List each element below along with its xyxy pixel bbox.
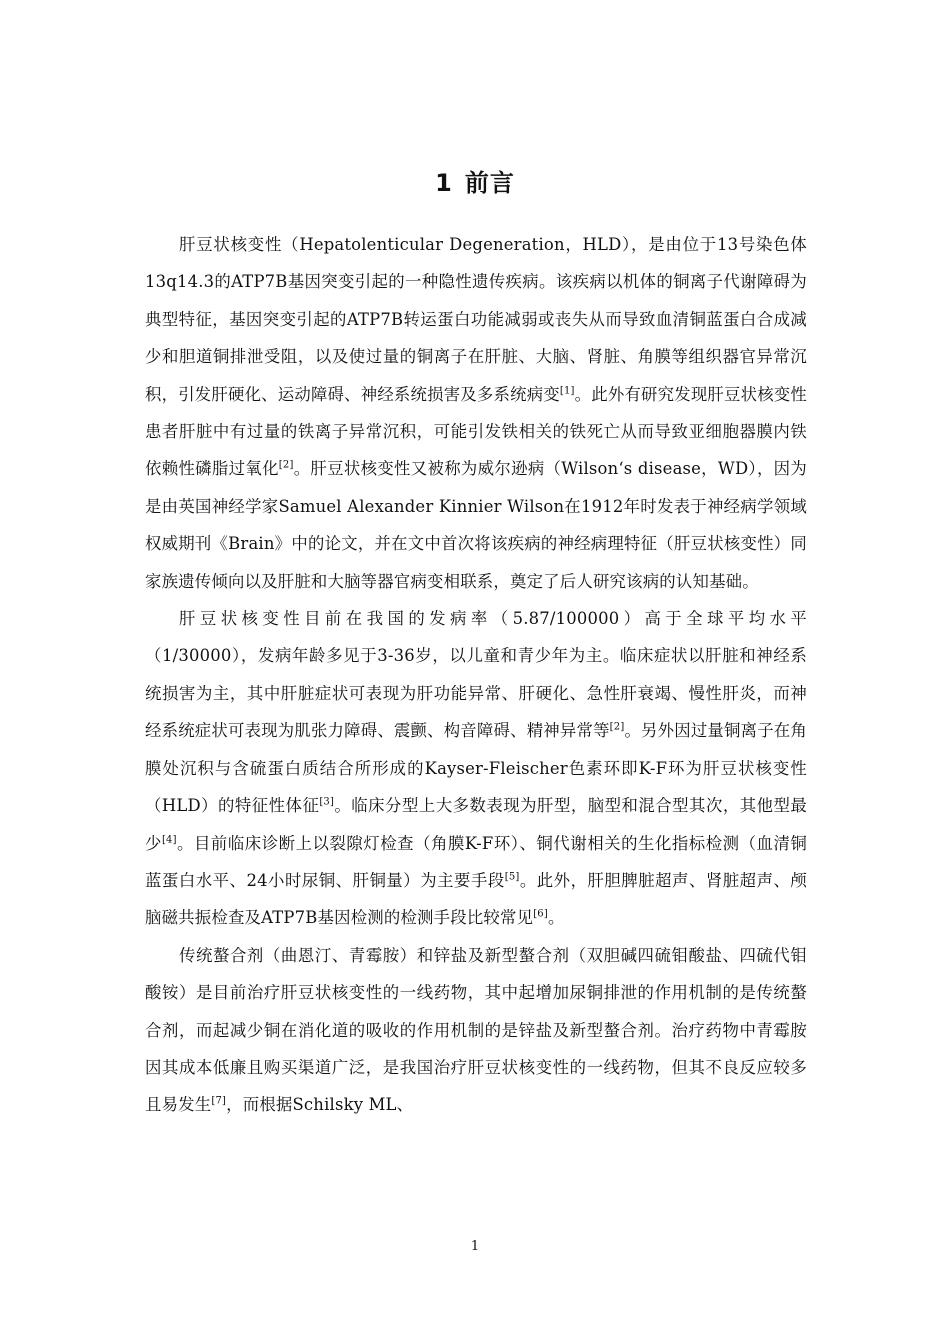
- citation-marker: [5]: [504, 871, 520, 883]
- section-title: 前言: [464, 169, 515, 198]
- paragraph-text: 肝豆状核变性目前在我国的发病率（5.87/100000）高于全球平均水平（1/30000），发病年龄多见于3-36岁，以儿童和青少年为主。临床症状以肝脏和神经系统损害为主，其中肝脏症状可表现为肝功能异常、肝硬化、急性肝衰竭、慢性肝炎，而神经系统症状可表现为肌张力障碍、震颤、构音障碍、精神异常等: [145, 609, 807, 741]
- paragraph: [145, 600, 807, 937]
- section-heading: [0, 166, 950, 200]
- paragraph-text: 。临床分型上大多数表现为肝型，脑型和混合型其次，其他型最少: [145, 796, 807, 853]
- citation-marker: [2]: [278, 459, 294, 471]
- paragraph-text: 。肝豆状核变性又被称为威尔逊病（Wilson‘s disease，WD），因为是由英国神经学家Samuel Alexander Kinnier Wilson在1912年时发表于神经病学领域权威期刊《Brain》中的论文，并在文中首次将该疾病的神经病理特征（肝豆状核变性）同家族遗传倾向以及肝脏和大脑等器官病变相联系，奠定了后人研究该病的认知基础。: [145, 459, 807, 591]
- paragraph-text: 。此外，肝胆脾脏超声、肾脏超声、颅脑磁共振检查及ATP7B基因检测的检测手段比较常见: [145, 870, 807, 928]
- paragraph-text: 。此外有研究发现肝豆状核变性患者肝脏中有过量的铁离子异常沉积，可能引发铁相关的铁死亡从而导致亚细胞器膜内铁依赖性磷脂过氧化: [145, 384, 807, 479]
- citation-marker: [1]: [559, 385, 575, 397]
- paragraph-text: 肝豆状核变性（Hepatolenticular Degeneration，HLD），是由位于13号染色体13q14.3的ATP7B基因突变引起的一种隐性遗传疾病。该疾病以机体的铜离子代谢障碍为典型特征，基因突变引起的ATP7B转运蛋白功能减弱或丧失从而导致血清铜蓝蛋白合成减少和胆道铜排泄受阻，以及使过量的铜离子在肝脏、大脑、肾脏、角膜等组织器官异常沉积，引发肝硬化、运动障碍、神经系统损害及多系统病变: [145, 235, 807, 404]
- citation-marker: [4]: [161, 834, 177, 846]
- page-number: 1: [470, 1239, 480, 1254]
- paragraph: [145, 226, 807, 600]
- citation-marker: [2]: [609, 721, 625, 733]
- paragraph-text: 。另外因过量铜离子在角膜处沉积与含硫蛋白质结合所形成的Kayser-Fleischer色素环即K-F环为肝豆状核变性（HLD）的特征性体征: [145, 721, 807, 816]
- paragraph: [145, 937, 807, 1124]
- body-text: [145, 226, 807, 1124]
- paragraph-text: 。目前临床诊断上以裂隙灯检查（角膜K-F环）、铜代谢相关的生化指标检测（血清铜蓝蛋白水平、24小时尿铜、肝铜量）为主要手段: [145, 833, 807, 890]
- citation-marker: [7]: [211, 1095, 227, 1107]
- paragraph-text: 传统螯合剂（曲恩汀、青霉胺）和锌盐及新型螯合剂（双胆碱四硫钼酸盐、四硫代钼酸铵）是目前治疗肝豆状核变性的一线药物，其中起增加尿铜排泄的作用机制的是传统螯合剂，而起减少铜在消化道的吸收的作用机制的是锌盐及新型螯合剂。治疗药物中青霉胺因其成本低廉且购买渠道广泛，是我国治疗肝豆状核变性的一线药物，但其不良反应较多且易发生: [145, 945, 807, 1115]
- citation-marker: [3]: [319, 796, 335, 808]
- citation-marker: [6]: [533, 908, 548, 920]
- paragraph-text: 。: [547, 908, 565, 928]
- section-number: 1: [435, 169, 453, 198]
- paragraph-text: ，而根据Schilsky ML、: [226, 1095, 414, 1115]
